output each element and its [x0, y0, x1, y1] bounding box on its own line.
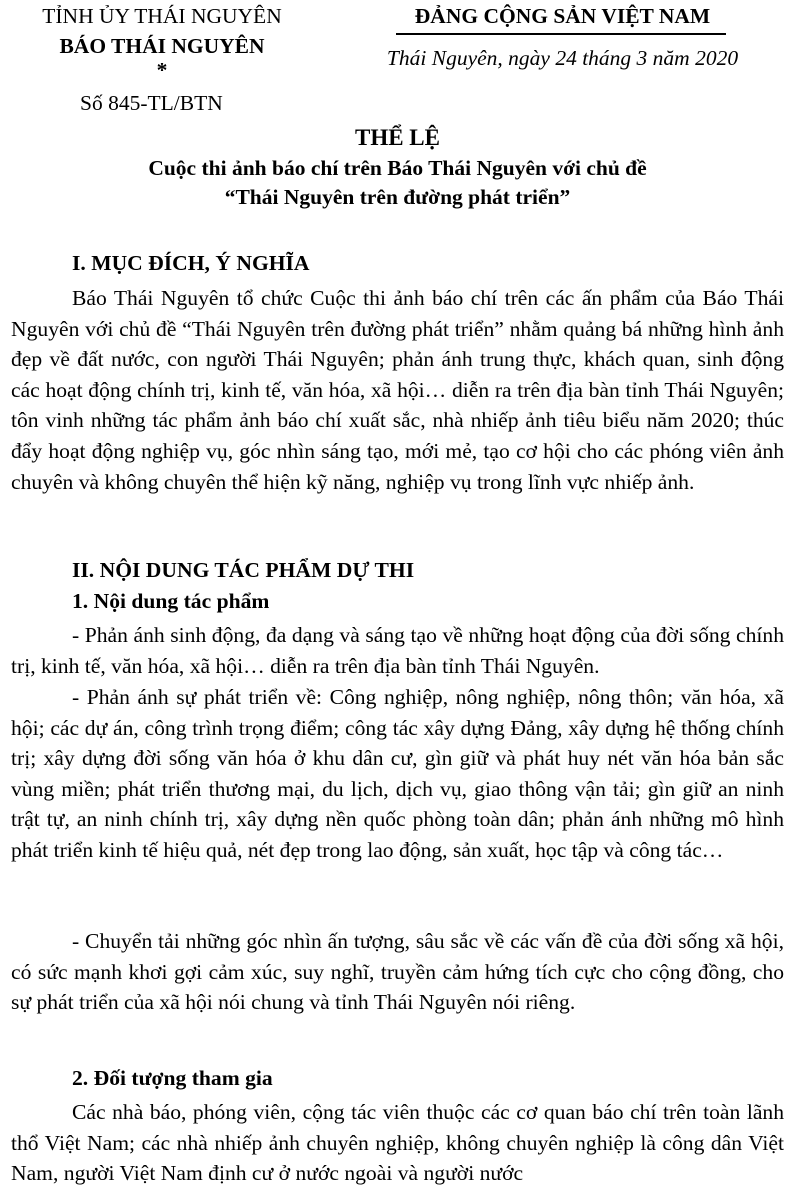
party-name: ĐẢNG CỘNG SẢN VIỆT NAM — [414, 4, 711, 28]
subtitle-line-2: “Thái Nguyên trên đường phát triển” — [224, 185, 571, 209]
doc-number: Số 845-TL/BTN — [80, 91, 223, 115]
content-bullet-2: - Phản ánh sự phát triển về: Công nghiệp, nông nghiệp, nông thôn; văn hóa, xã hội; các dự án, công trình trọng điểm; công tác xây dựng Đảng, xây dựng hệ thống chính trị; xây dựng đời sống văn hóa ở khu dân cư, gìn giữ và phát huy nét văn hóa bản sắc vùng miền; phát triển thương mại, du lịch, dịch vụ, giao thông vận tải; gìn giữ an ninh trật tự, an ninh chính trị, xây dựng nền quốc phòng toàn dân; phản ánh những mô hình phát triển kinh tế hiệu quả, nét đẹp trong lao động, sản xuất, học tập và công tác… — [11, 685, 784, 862]
org-star: * — [156, 58, 168, 82]
participants-paragraph: Các nhà báo, phóng viên, cộng tác viên thuộc các cơ quan báo chí trên toàn lãnh thổ Việt Nam; các nhà nhiếp ảnh chuyên nghiệp, không chuyên nghiệp là công dân Việt Nam, người Việt Nam định cư ở nước ngoài và người nước — [11, 1100, 784, 1186]
section-2-heading: II. NỘI DUNG TÁC PHẨM DỰ THI — [72, 558, 415, 582]
section-2-2-heading: 2. Đối tượng tham gia — [72, 1066, 273, 1090]
section-1-heading: I. MỤC ĐÍCH, Ý NGHĨA — [72, 251, 310, 275]
subtitle-line-1: Cuộc thi ảnh báo chí trên Báo Thái Nguyên với chủ đề — [148, 156, 647, 180]
content-bullet-1: - Phản ánh sinh động, đa dạng và sáng tạo về những hoạt động của đời sống chính trị, kinh tế, văn hóa, xã hội… diễn ra trên địa bàn tỉnh Thái Nguyên. — [11, 623, 784, 678]
section-1-paragraph: Báo Thái Nguyên tổ chức Cuộc thi ảnh báo chí trên các ấn phẩm của Báo Thái Nguyên với chủ đề “Thái Nguyên trên đường phát triển” nhằm quảng bá những hình ảnh đẹp về đất nước, con người Thái Nguyên; phản ánh trung thực, khách quan, sinh động các hoạt động chính trị, kinh tế, văn hóa, xã hội… diễn ra trên địa bàn tỉnh Thái Nguyên; tôn vinh những tác phẩm ảnh báo chí xuất sắc, nhà nhiếp ảnh tiêu biểu năm 2020; thúc đẩy hoạt động nghiệp vụ, góc nhìn sáng tạo, mới mẻ, tạo cơ hội cho các phóng viên ảnh chuyên và không chuyên thể hiện kỹ năng, nghiệp vụ trong lĩnh vực nhiếp ảnh. — [11, 286, 784, 494]
org-name: BÁO THÁI NGUYÊN — [59, 34, 265, 58]
org-parent: TỈNH ỦY THÁI NGUYÊN — [42, 4, 282, 28]
doc-type-title: THỂ LỆ — [354, 125, 440, 150]
section-2-1-heading: 1. Nội dung tác phẩm — [72, 589, 270, 613]
party-underline — [396, 33, 726, 35]
content-bullet-3: - Chuyển tải những góc nhìn ấn tượng, sâu sắc về các vấn đề của đời sống xã hội, có sức mạnh khơi gợi cảm xúc, suy nghĩ, truyền cảm hứng tích cực cho cộng đồng, cho sự phát triển của xã hội nói chung và tỉnh Thái Nguyên nói riêng. — [11, 929, 784, 1015]
place-date: Thái Nguyên, ngày 24 tháng 3 năm 2020 — [386, 46, 739, 70]
